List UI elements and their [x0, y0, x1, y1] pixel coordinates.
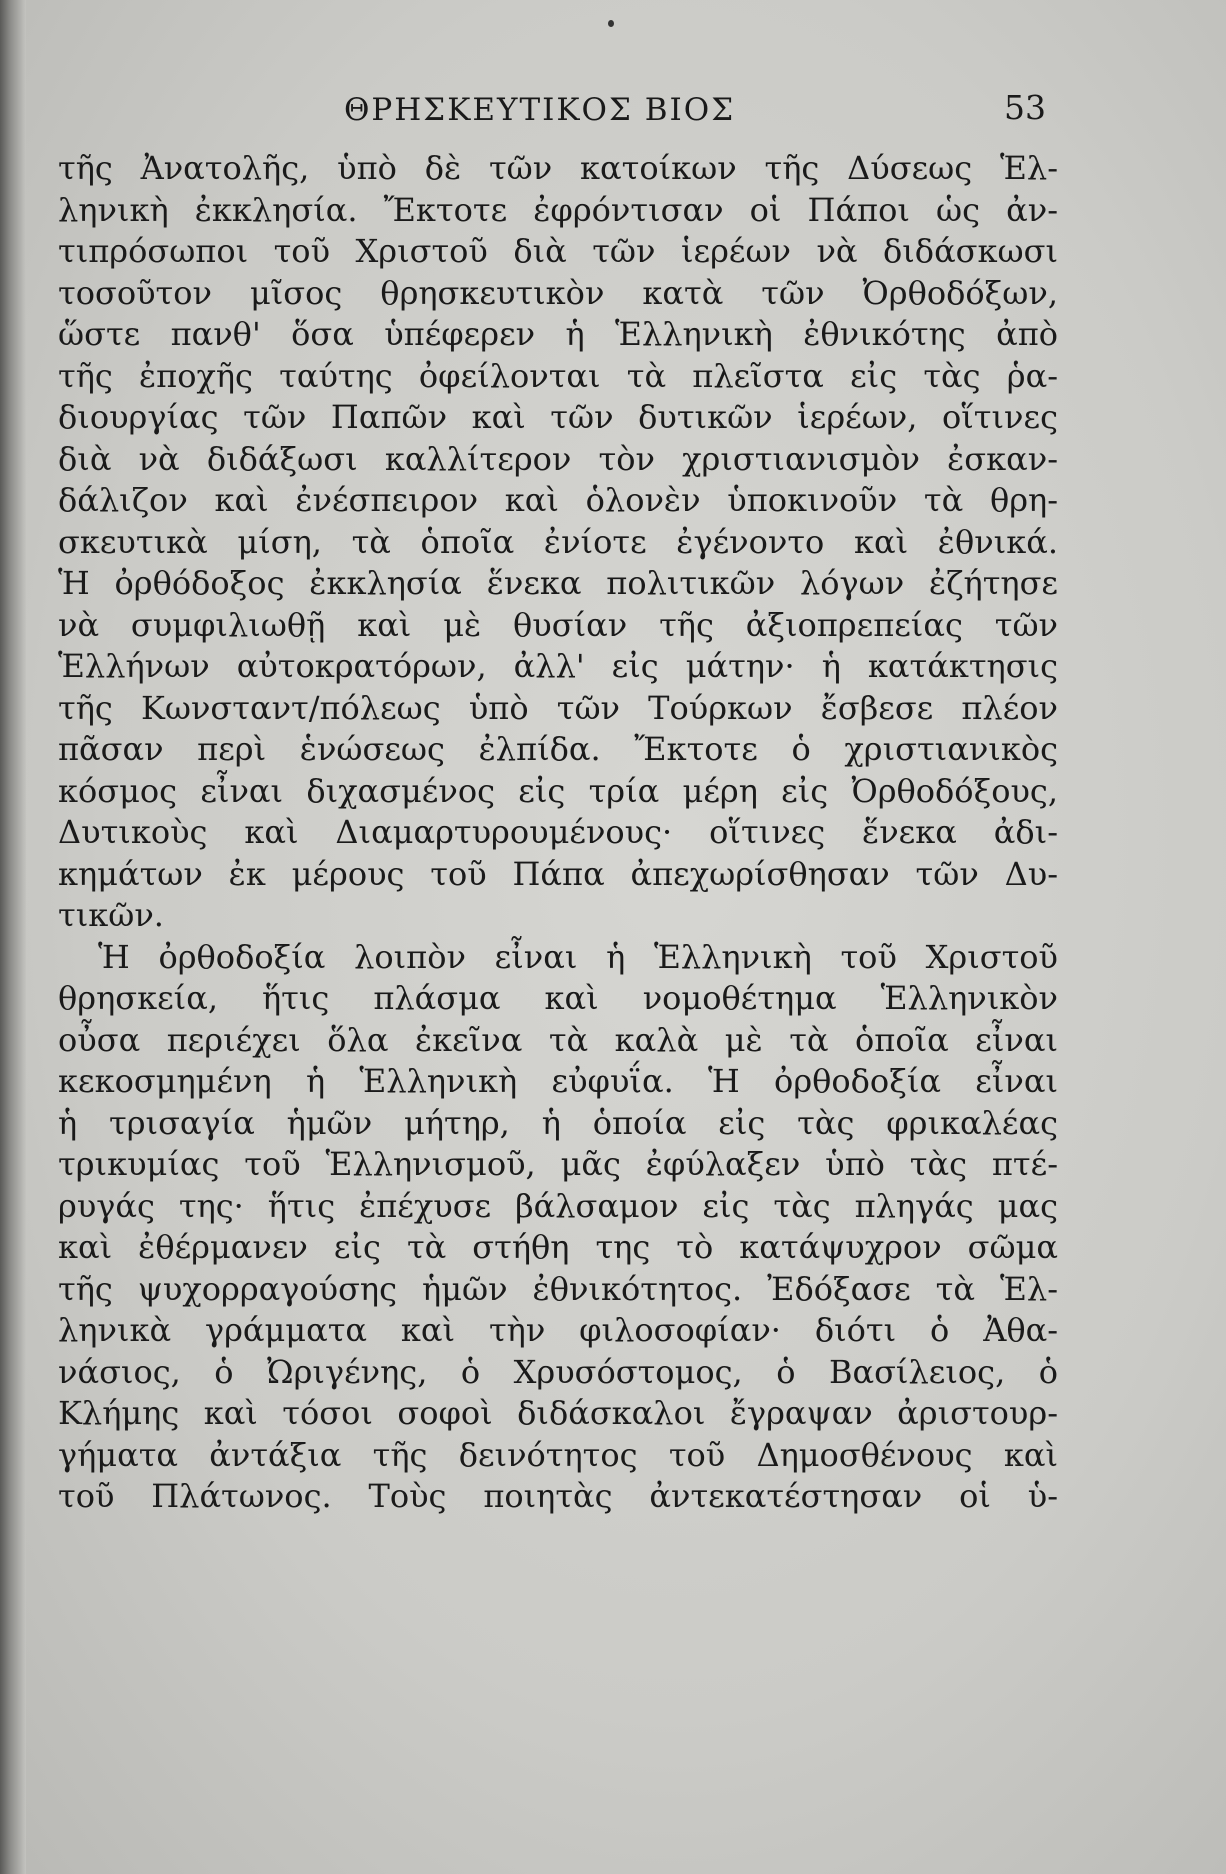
text-line: δάλιζον καὶ ἐνέσπειρον καὶ ὁλονὲν ὑποκινοῦν τὰ θρη- [58, 481, 1058, 519]
body-text [58, 148, 1058, 1518]
page-number: 53 [1004, 88, 1046, 127]
text-line: Κλήμης καὶ τόσοι σοφοὶ διδάσκαλοι ἔγραψαν ἀριστουρ- [58, 1394, 1058, 1432]
text-line: διὰ νὰ διδάξωσι καλλίτερον τὸν χριστιανισμὸν ἐσκαν- [58, 439, 1058, 478]
text-line: Ἡ ὀρθόδοξος ἐκκλησία ἕνεκα πολιτικῶν λόγων ἐζήτησε [58, 564, 1058, 602]
text-line: καὶ ἐθέρμανεν εἰς τὰ στήθη της τὸ κατάψυχρον σῶμα [58, 1228, 1058, 1266]
text-line: τικῶν. [58, 896, 164, 934]
text-line: ρυγάς της· ἥτις ἐπέχυσε βάλσαμον εἰς τὰς πληγάς μας [58, 1186, 1058, 1225]
text-line: νὰ συμφιλιωθῇ καὶ μὲ θυσίαν τῆς ἀξιοπρεπείας τῶν [58, 605, 1058, 644]
text-line: πᾶσαν περὶ ἑνώσεως ἐλπίδα. Ἔκτοτε ὁ χριστιανικὸς [58, 730, 1058, 768]
text-line: οὖσα περιέχει ὅλα ἐκεῖνα τὰ καλὰ μὲ τὰ ὁποῖα εἶναι [58, 1020, 1058, 1059]
text-line: ληνικὴ ἐκκλησία. Ἔκτοτε ἐφρόντισαν οἱ Πάποι ὡς ἀν- [58, 190, 1058, 229]
text-line: τῆς Ἀνατολῆς, ὑπὸ δὲ τῶν κατοίκων τῆς Δύσεως Ἑλ- [58, 149, 1058, 187]
text-line: τρικυμίας τοῦ Ἑλληνισμοῦ, μᾶς ἐφύλαξεν ὑπὸ τὰς πτέ- [58, 1145, 1058, 1183]
text-line: τοῦ Πλάτωνος. Τοὺς ποιητὰς ἀντεκατέστησαν οἱ ὑ- [58, 1477, 1058, 1515]
text-line: νάσιος, ὁ Ὠριγένης, ὁ Χρυσόστομος, ὁ Βασίλειος, ὁ [58, 1352, 1058, 1391]
running-title: ΘΡΗΣΚΕΥΤΙΚΟΣ ΒΙΟΣ [344, 92, 736, 128]
text-line: κόσμος εἶναι διχασμένος εἰς τρία μέρη εἰς Ὀρθοδόξους, [58, 771, 1058, 810]
text-line: κεκοσμημένη ἡ Ἑλληνικὴ εὐφυΐα. Ἡ ὀρθοδοξία εἶναι [58, 1062, 1058, 1100]
text-line: τιπρόσωποι τοῦ Χριστοῦ διὰ τῶν ἱερέων νὰ διδάσκωσι [58, 232, 1058, 270]
ink-speck [608, 20, 614, 27]
text-line: θρησκεία, ἥτις πλάσμα καὶ νομοθέτημα Ἑλληνικὸν [58, 979, 1058, 1017]
text-line: Ἑλλήνων αὐτοκρατόρων, ἀλλ' εἰς μάτην· ἡ κατάκτησις [58, 647, 1058, 685]
text-line: κημάτων ἐκ μέρους τοῦ Πάπα ἀπεχωρίσθησαν τῶν Δυ- [58, 854, 1058, 893]
text-line: ἡ τρισαγία ἡμῶν μήτηρ, ἡ ὁποία εἰς τὰς φρικαλέας [58, 1103, 1058, 1142]
text-line: τῆς Κωνσταντ/πόλεως ὑπὸ τῶν Τούρκων ἔσβεσε πλέον [58, 688, 1058, 727]
text-line: τῆς ψυχορραγούσης ἡμῶν ἐθνικότητος. Ἐδόξασε τὰ Ἑλ- [58, 1269, 1058, 1308]
spine-shadow [0, 0, 26, 1874]
text-line: διουργίας τῶν Παπῶν καὶ τῶν δυτικῶν ἱερέων, οἵτινες [58, 398, 1058, 436]
page-header [62, 88, 1054, 138]
text-line: γήματα ἀντάξια τῆς δεινότητος τοῦ Δημοσθένους καὶ [58, 1435, 1058, 1474]
text-line: σκευτικὰ μίση, τὰ ὁποῖα ἐνίοτε ἐγένοντο καὶ ἐθνικά. [58, 522, 1058, 561]
text-line: Δυτικοὺς καὶ Διαμαρτυρουμένους· οἵτινες ἕνεκα ἀδι- [58, 813, 1058, 851]
text-line: τοσοῦτον μῖσος θρησκευτικὸν κατὰ τῶν Ὀρθοδόξων, [58, 273, 1058, 312]
text-line: Ἡ ὀρθοδοξία λοιπὸν εἶναι ἡ Ἑλληνικὴ τοῦ Χριστοῦ [98, 937, 1058, 976]
text-line: ὥστε πανθ' ὅσα ὑπέφερεν ἡ Ἑλληνικὴ ἐθνικότης ἀπὸ [58, 315, 1058, 353]
text-line: ληνικὰ γράμματα καὶ τὴν φιλοσοφίαν· διότι ὁ Ἀθα- [58, 1311, 1058, 1349]
text-line: τῆς ἐποχῆς ταύτης ὀφείλονται τὰ πλεῖστα εἰς τὰς ῥα- [58, 356, 1058, 395]
